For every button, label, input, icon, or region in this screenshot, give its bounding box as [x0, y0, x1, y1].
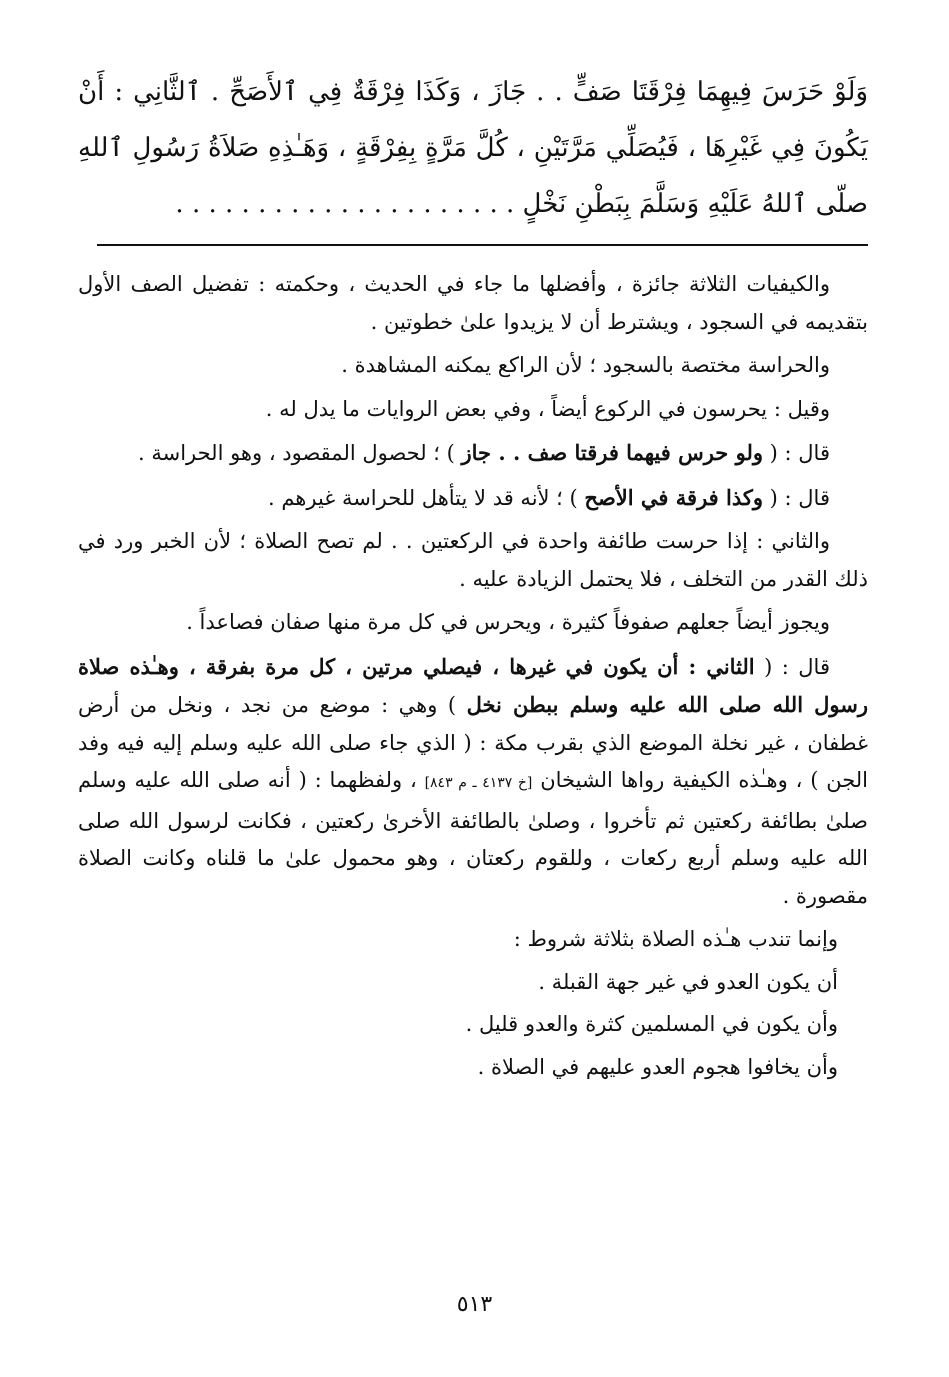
quote-comment: ) ؛ لأنه قد لا يتأهل للحراسة غيرهم . [267, 485, 585, 510]
page-number: ٥١٣ [456, 1292, 493, 1317]
matn-quote: الثاني : أن يكون في غيرها ، فيصلي مرتين ، كل مرة بفرقة ، وهـٰذه صلاة رسول الله صلى الله عليه وسلم ببطن نخل [78, 653, 869, 717]
commentary-paragraph-3: وقيل : يحرسون في الركوع أيضاً ، وفي بعض الروايات ما يدل له . [265, 396, 830, 421]
conditions-intro: وإنما تندب هـٰذه الصلاة بثلاثة شروط : [513, 927, 838, 951]
matn-paragraph: وَلَوْ حَرَسَ فِيهِمَا فِرْقَتَا صَفٍّ . . جَازَ ، وَكَذَا فِرْقَةٌ فِي ٱلأَصَحِّ . ٱلثَّانِي : أَنْ يَكُونَ فِي غَيْرِهَا ، فَيُصَلِّي مَرَّتَيْنِ ، كُلَّ مَرَّةٍ بِفِرْقَةٍ ، وَهَـٰذِهِ صَلاَةُ رَسُولِ ٱللهِ صلّى ٱللهُ عَلَيْهِ وَسَلَّمَ بِبَطْنِ نَخْلٍ . . . . . . . . . . . . . . . . . . . . . [78, 77, 868, 219]
quote-prefix: قال : ( [754, 654, 830, 679]
footnote-separator [97, 244, 868, 246]
commentary-paragraph-2: والحراسة مختصة بالسجود ؛ لأن الراكع يمكنه المشاهدة . [341, 353, 830, 377]
quote-comment: ) ؛ لحصول المقصود ، وهو الحراسة . [137, 441, 462, 465]
hadith-reference: [خ ٤١٣٧ ـ م ٨٤٣] [424, 775, 533, 791]
matn-quote: وكذا فرقة في الأصح [584, 484, 763, 510]
commentary-paragraph-7: ويجوز أيضاً جعلهم صفوفاً كثيرة ، ويحرس في كل مرة منها صفان فصاعداً . [186, 610, 830, 634]
commentary-block [78, 266, 868, 1091]
condition-item-3: وأن يخافوا هجوم العدو عليهم في الصلاة . [477, 1054, 838, 1079]
commentary-paragraph-4 [78, 434, 868, 473]
quote-comment: ) وهي : موضع من نجد ، ونخل من أرض غطفان ، غير نخلة الموضع الذي بقرب مكة : ( الذي جاء صلى الله عليه وسلم إليه فيه وفد الجن ) ، وهـٰذه الكيفية رواها الشيخان [78, 693, 868, 792]
commentary-paragraph-8 [78, 648, 868, 916]
condition-item-1: أن يكون العدو في غير جهة القبلة . [538, 969, 838, 994]
condition-item-2: وأن يكون في المسلمين كثرة والعدو قليل . [465, 1012, 838, 1036]
quote-comment-continued: ، ولفظهما : ( أنه صلى الله عليه وسلم صلىٰ بطائفة ركعتين ثم تأخروا ، وصلىٰ بالطائفة الأخرىٰ ركعتين ، فكانت لرسول الله صلى الله عليه وسلم أربع ركعات ، وللقوم ركعتان ، وهو محمول علىٰ ما قلناه وكانت الصلاة مقصورة . [78, 768, 868, 908]
matn-text-block [78, 64, 868, 232]
matn-quote: ولو حرس فيهما فرقتا صف . . جاز [461, 440, 763, 465]
quote-prefix: قال : ( [763, 441, 830, 465]
commentary-paragraph-5 [78, 479, 868, 518]
commentary-paragraph-1: والكيفيات الثلاثة جائزة ، وأفضلها ما جاء في الحديث ، وحكمته : تفضيل الصف الأول بتقديمه في السجود ، ويشترط أن لا يزيدوا علىٰ خطوتين . [78, 272, 868, 334]
commentary-paragraph-6: والثاني : إذا حرست طائفة واحدة في الركعتين . . لم تصح الصلاة ؛ لأن الخبر ورد في ذلك القدر من التخلف ، فلا يحتمل الزيادة عليه . [78, 529, 868, 591]
quote-prefix: قال : ( [763, 485, 830, 510]
